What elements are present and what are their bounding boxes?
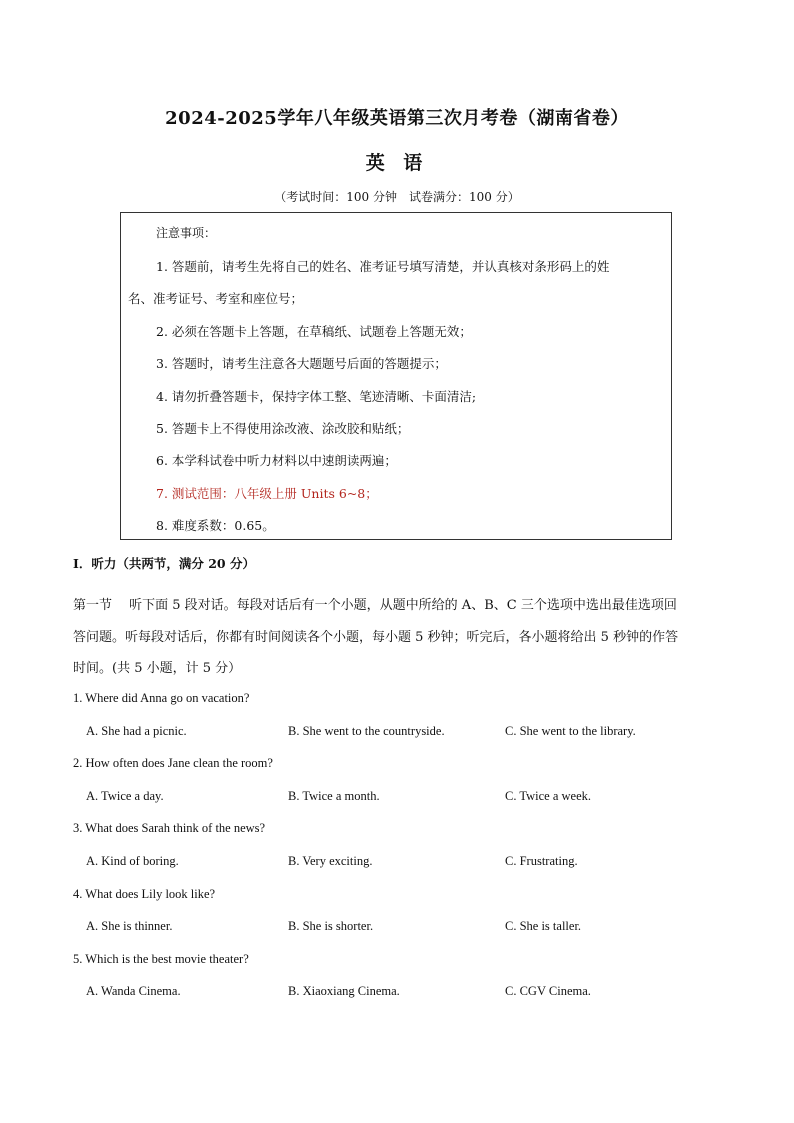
- option-3a: A. Kind of boring.: [86, 854, 179, 868]
- option-1c: C. She went to the library.: [505, 724, 636, 738]
- subject-heading: 英 语: [365, 152, 429, 174]
- option-3b: B. Very exciting.: [288, 854, 373, 868]
- listening-heading: I．听力（共两节，满分 20 分）: [73, 556, 255, 571]
- instruction-line-1: 第一节 听下面 5 段对话。每段对话后有一个小题，从题中所给的 A、B、C 三个选项中选出最佳选项回: [73, 598, 677, 613]
- question-4: 4. What does Lily look like?: [73, 887, 216, 901]
- notice-item-2: 2. 必须在答题卡上答题，在草稿纸、试题卷上答题无效；: [156, 324, 472, 339]
- notice-item-1-cont: 名、准考证号、考室和座位号；: [128, 291, 304, 306]
- option-4a: A. She is thinner.: [86, 919, 173, 933]
- instruction-line-2: 答问题。听每段对话后，你都有时间阅读各个小题，每小题 5 秒钟；听完后，各小题将给出 5 秒钟的作答: [73, 630, 679, 645]
- notice-item-7-scope: 7. 测试范围：八年级上册 Units 6~8；: [156, 486, 378, 501]
- notice-item-3: 3. 答题时，请考生注意各大题题号后面的答题提示；: [156, 356, 447, 371]
- option-4b: B. She is shorter.: [288, 919, 374, 933]
- option-1b: B. She went to the countryside.: [288, 724, 445, 738]
- question-3: 3. What does Sarah think of the news?: [73, 821, 266, 835]
- notice-item-8: 8. 难度系数：0.65。: [156, 518, 275, 533]
- option-5c: C. CGV Cinema.: [505, 984, 591, 998]
- notice-item-5: 5. 答题卡上不得使用涂改液、涂改胶和贴纸；: [156, 421, 410, 436]
- question-1: 1. Where did Anna go on vacation?: [73, 691, 250, 705]
- option-3c: C. Frustrating.: [505, 854, 578, 868]
- exam-info: （考试时间：100 分钟 试卷满分：100 分）: [274, 190, 520, 204]
- option-1a: A. She had a picnic.: [86, 724, 187, 738]
- question-2: 2. How often does Jane clean the room?: [73, 756, 273, 770]
- notice-item-1: 1. 答题前，请考生先将自己的姓名、准考证号填写清楚，并认真核对条形码上的姓: [156, 259, 610, 274]
- question-5: 5. Which is the best movie theater?: [73, 952, 249, 966]
- instruction-line-3: 时间。(共 5 小题，计 5 分）: [73, 661, 242, 676]
- option-2b: B. Twice a month.: [288, 789, 380, 803]
- page-title: 2024-2025学年八年级英语第三次月考卷（湖南省卷）: [165, 108, 629, 129]
- option-2a: A. Twice a day.: [86, 789, 164, 803]
- notice-item-4: 4. 请勿折叠答题卡，保持字体工整、笔迹清晰、卡面清洁;: [156, 389, 477, 404]
- option-2c: C. Twice a week.: [505, 789, 592, 803]
- notice-title: 注意事项：: [156, 226, 217, 240]
- option-5a: A. Wanda Cinema.: [86, 984, 181, 998]
- option-4c: C. She is taller.: [505, 919, 582, 933]
- option-5b: B. Xiaoxiang Cinema.: [288, 984, 400, 998]
- notice-item-6: 6. 本学科试卷中听力材料以中速朗读两遍；: [156, 453, 397, 468]
